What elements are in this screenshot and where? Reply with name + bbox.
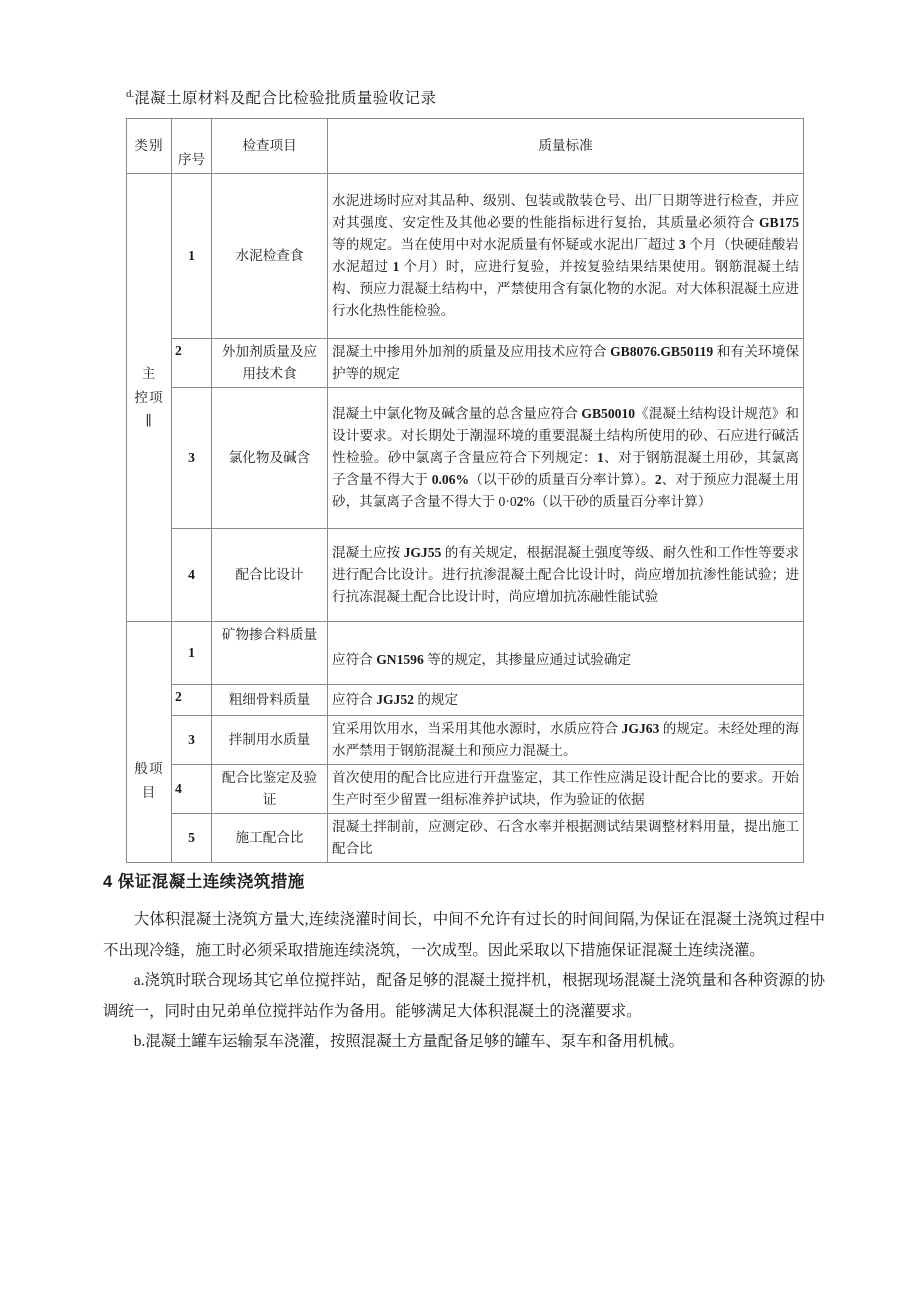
group-label-main-control bbox=[127, 174, 172, 622]
row-item: 粗细骨料质量 bbox=[212, 685, 328, 716]
row-seq: 1 bbox=[172, 622, 212, 685]
group-label-line: 主 bbox=[141, 365, 157, 381]
table-row bbox=[127, 174, 804, 339]
row-standard: 首次使用的配合比应进行开盘鉴定，其工作性应满足设计配合比的要求。开始生产时至少留置一组标准养护试块，作为验证的依据 bbox=[328, 765, 804, 814]
row-standard: 混凝土应按 JGJ55 的有关规定，根据混凝土强度等级、耐久性和工作性等要求进行配合比设计。进行抗渗混凝土配合比设计时，尚应增加抗渗性能试验；进行抗冻混凝土配合比设计时，尚应增加抗冻融性能试验 bbox=[328, 529, 804, 622]
section-heading bbox=[103, 868, 305, 892]
table-row bbox=[127, 716, 804, 765]
row-seq: 2 bbox=[172, 685, 212, 716]
table-row bbox=[127, 765, 804, 814]
row-seq: 5 bbox=[172, 814, 212, 863]
paragraph: b.混凝土罐车运输泵车浇灌，按照混凝土方量配备足够的罐车、泵车和备用机械。 bbox=[133, 1033, 685, 1050]
row-seq: 3 bbox=[172, 388, 212, 529]
table-row bbox=[127, 685, 804, 716]
table-row bbox=[127, 388, 804, 529]
row-standard: 应符合 GN1596 等的规定，其掺量应通过试验确定 bbox=[328, 622, 804, 685]
header-standard: 质量标准 bbox=[328, 119, 804, 174]
table-row bbox=[127, 529, 804, 622]
paragraph: 大体积混凝土浇筑方量大,连续浇灌时间长，中间不允许有过长的时间间隔,为保证在混凝土浇筑过程中不出现冷缝，施工时必须采取措施连续浇筑，一次成型。因此采取以下措施保证混凝土连续浇灌。 bbox=[103, 911, 825, 959]
section-title-text: 混凝土原材料及配合比检验批质量验收记录 bbox=[134, 90, 437, 107]
quality-acceptance-table bbox=[126, 118, 804, 863]
section-title bbox=[126, 86, 436, 108]
paragraph: a.浇筑时联合现场其它单位搅拌站，配备足够的混凝土搅拌机，根据现场混凝土浇筑量和各种资源的协调统一，同时由兄弟单位搅拌站作为备用。能够满足大体积混凝土的浇灌要求。 bbox=[103, 972, 825, 1020]
row-standard: 宜采用饮用水，当采用其他水源时，水质应符合 JGJ63 的规定。未经处理的海水严禁用于钢筋混凝土和预应力混凝土。 bbox=[328, 716, 804, 765]
section-body bbox=[103, 905, 825, 1058]
row-item: 拌制用水质量 bbox=[212, 716, 328, 765]
row-item: 矿物掺合料质量 bbox=[212, 622, 328, 685]
row-standard: 水泥进场时应对其品种、级别、包装或散装仓号、出厂日期等进行检查，并应对其强度、安定性及其他必要的性能指标进行复抬，其质量必须符合 GB175 等的规定。当在使用中对水泥质量有怀疑或水泥出厂超过 3 个月（快硬硅酸岩水泥超过 1 个月）时，应进行复验，并按复验结果结果使用。钢筋混凝土结构、预应力混凝土结构中，严禁使用含有氯化物的水泥。对大体积混凝土应进行水化热性能检验。 bbox=[328, 174, 804, 339]
row-standard: 混凝土中氯化物及碱含量的总含量应符合 GB50010《混凝土结构设计规范》和设计要求。对长期处于潮湿环境的重要混凝土结构所使用的砂、石应进行碱活性检验。砂中氯离子含量应符合下列规定：1、对于钢筋混凝土用砂，其氯离子含量不得大于 0.06%（以干砂的质量百分率计算）。2、对于预应力混凝土用砂，其氯离子含量不得大于 0·02%（以干砂的质量百分率计算） bbox=[328, 388, 804, 529]
group-label-general bbox=[127, 622, 172, 863]
table-header-row bbox=[127, 119, 804, 174]
header-item: 检查项目 bbox=[212, 119, 328, 174]
row-seq: 1 bbox=[172, 174, 212, 339]
header-seq: 序号 bbox=[172, 119, 212, 174]
row-standard: 应符合 JGJ52 的规定 bbox=[328, 685, 804, 716]
row-item: 配合比鉴定及验证 bbox=[212, 765, 328, 814]
row-standard: 混凝土拌制前，应测定砂、石含水率并根据测试结果调整材料用量，提出施工配合比 bbox=[328, 814, 804, 863]
row-seq: 4 bbox=[172, 529, 212, 622]
group-label-line: ∥ bbox=[145, 413, 153, 429]
section-heading-text: 保证混凝土连续浇筑措施 bbox=[117, 873, 305, 891]
row-item: 施工配合比 bbox=[212, 814, 328, 863]
row-seq: 2 bbox=[172, 339, 212, 388]
group-label-line: 目 bbox=[141, 785, 157, 801]
row-item: 水泥检查食 bbox=[212, 174, 328, 339]
row-seq: 4 bbox=[172, 765, 212, 814]
section-title-marker: d. bbox=[126, 87, 135, 100]
header-category: 类别 bbox=[127, 119, 172, 174]
row-item: 外加剂质量及应用技术食 bbox=[212, 339, 328, 388]
row-item: 氯化物及碱含 bbox=[212, 388, 328, 529]
group-label-line: 般项 bbox=[134, 761, 164, 777]
group-label-line: 控项 bbox=[134, 389, 164, 405]
table-row bbox=[127, 339, 804, 388]
row-standard: 混凝土中掺用外加剂的质量及应用技术应符合 GB8076.GB50119 和有关环境保护等的规定 bbox=[328, 339, 804, 388]
table-row bbox=[127, 622, 804, 685]
row-item: 配合比设计 bbox=[212, 529, 328, 622]
section-heading-number: 4 bbox=[103, 873, 113, 891]
table-row bbox=[127, 814, 804, 863]
row-seq: 3 bbox=[172, 716, 212, 765]
